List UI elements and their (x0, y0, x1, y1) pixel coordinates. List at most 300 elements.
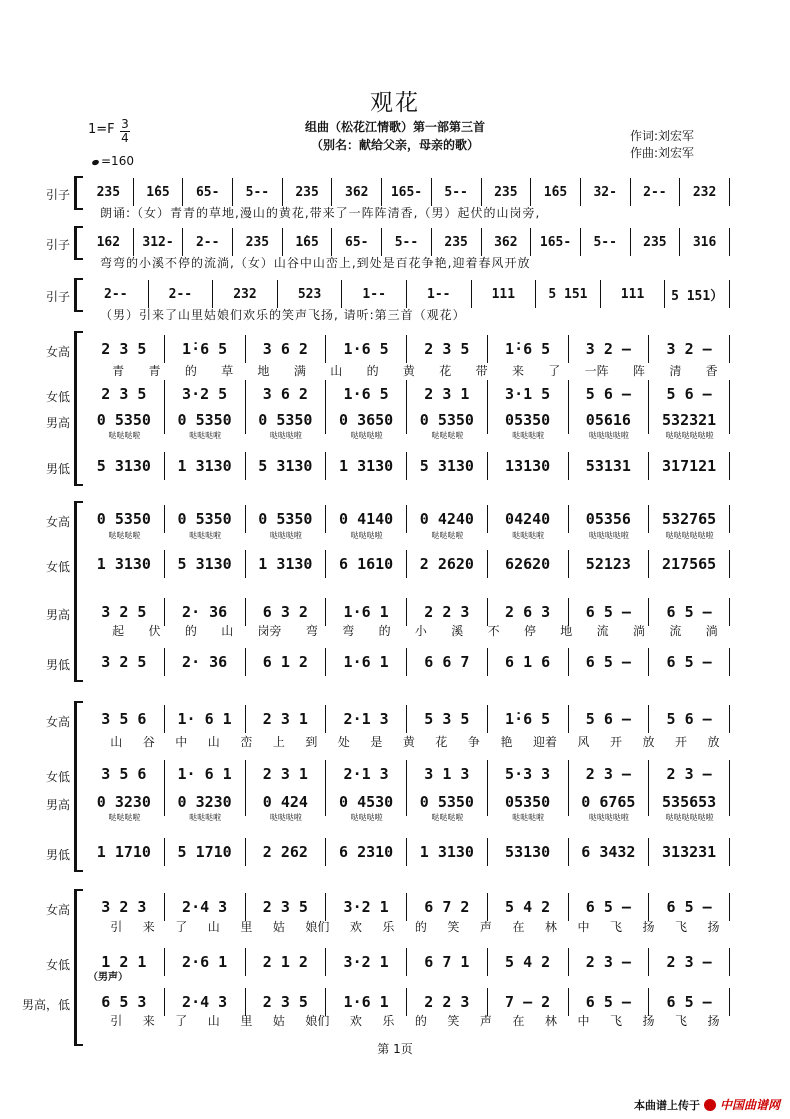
measure: 5-- (382, 228, 432, 256)
measure: 2·6 1 (165, 948, 246, 976)
lyric-syllable: 淌 (705, 624, 718, 638)
part-label: 男高，低 (21, 998, 70, 1012)
measure: 2 3 – (649, 760, 730, 788)
lyric-syllable: 中 (577, 920, 590, 934)
measure: 6 1 2 (246, 648, 327, 676)
measure: 1̇·6 5 (488, 705, 569, 733)
measure: 2-- (631, 178, 681, 206)
lyric-syllable: 来 (511, 364, 524, 378)
measure: 52123 (569, 550, 650, 578)
lyric-syllable: 花 (435, 735, 448, 749)
measure: 3·1 5 (488, 380, 569, 408)
part-label: 男低 (45, 848, 70, 862)
part-label: 引子 (45, 238, 70, 252)
measures (84, 380, 730, 408)
measure: 5 151 (536, 280, 601, 308)
lyrics-line: 朗诵:（女）青青的草地,漫山的黄花,带来了一阵阵清香,（男）起伏的山岗旁, (100, 206, 541, 220)
measure: 3·2 1 (326, 893, 407, 921)
tempo-value: =160 (101, 154, 134, 168)
lyric-syllable: 山 (207, 1014, 220, 1028)
vocable: 哒哒哒啦 (108, 431, 141, 440)
vocable-line (84, 530, 730, 541)
measure: 5 4 2 (488, 893, 569, 921)
measures (84, 280, 730, 308)
lyric-syllable: 黄 (402, 735, 415, 749)
measure: 5 3130 (246, 452, 327, 480)
measure: 2 3 – (569, 760, 650, 788)
measure: 1̇·6 5 (488, 335, 569, 363)
measure: 1 3130 (246, 550, 327, 578)
lyric-syllable: 飞 (609, 920, 622, 934)
vocable: 哒哒哒哒哒啦 (665, 531, 714, 540)
lyric-syllable: 一阵 (584, 364, 609, 378)
measure: 235 (631, 228, 681, 256)
lyric-syllable: 花 (439, 364, 452, 378)
upload-credit (634, 1096, 780, 1113)
measure: 6 5 – (649, 988, 730, 1016)
lyric-syllable: 起 (112, 624, 125, 638)
lyric-syllable: 山 (207, 735, 220, 749)
vocable: 哒哒哒哒哒啦 (665, 813, 714, 822)
lyrics-line (100, 1012, 730, 1029)
measure: 3 2 5 (84, 598, 165, 626)
lyric-syllable: 淌 (632, 624, 645, 638)
time-signature (120, 118, 130, 145)
measure: 2 3 1 (246, 705, 327, 733)
lyric-syllable: 谷 (142, 735, 155, 749)
lyric-syllable: 阵 (632, 364, 645, 378)
measure: 2 3 1 (407, 380, 488, 408)
system-bracket (74, 226, 83, 260)
staff-row (0, 893, 790, 921)
measure: 0 5350 (246, 505, 327, 533)
lyric-syllable: 声 (479, 1014, 492, 1028)
lyric-syllable: 的 (414, 920, 427, 934)
system-bracket (74, 889, 83, 1046)
measure: 7 – 2 (488, 988, 569, 1016)
system-bracket (74, 331, 83, 486)
measure: 1̇65 (531, 178, 581, 206)
lyric-syllable: 争 (467, 735, 480, 749)
part-label: 女高 (45, 715, 70, 729)
lyric-syllable: 飞 (675, 1014, 688, 1028)
measure: 0 4240 (407, 505, 488, 533)
lyric-syllable: 引 (110, 920, 123, 934)
lyric-syllable: 中 (175, 735, 188, 749)
lyric-syllable: 风 (577, 735, 590, 749)
measure: 62620 (488, 550, 569, 578)
measure: 05616 (569, 406, 650, 434)
lyric-syllable: 地 (257, 364, 270, 378)
vocable: 哒哒哒啦 (512, 813, 545, 822)
lyrics-line (100, 622, 730, 639)
lyric-syllable: 扬 (642, 1014, 655, 1028)
lyric-syllable: 不 (487, 624, 500, 638)
measure: 217565 (649, 550, 730, 578)
lyric-syllable: 的 (378, 624, 391, 638)
upload-text: 本曲谱上传于 (633, 1098, 700, 1112)
lyric-syllable: 扬 (707, 1014, 720, 1028)
lyric-syllable: 欢 (349, 1014, 362, 1028)
vocable: 哒哒哒啦 (431, 813, 464, 822)
time-top: 3 (121, 117, 129, 131)
lyric-syllable: 溪 (451, 624, 464, 638)
lyric-syllable: 迎着 (532, 735, 557, 749)
lyrics-line: 弯弯的小溪不停的流淌,（女）山谷中山峦上,到处是百花争艳,迎着春风开放 (100, 256, 531, 270)
lyric-syllable: 草 (221, 364, 234, 378)
staff-row (0, 335, 790, 363)
vocable: 哒哒哒啦 (350, 813, 383, 822)
measure: 2 3 5 (84, 335, 165, 363)
lyric-syllable: 欢 (349, 920, 362, 934)
measure: 3 2 3 (84, 893, 165, 921)
measure: 2 1 2 (246, 948, 327, 976)
lyric-syllable: 弯 (305, 624, 318, 638)
measure: 2 2 3 (407, 598, 488, 626)
system-bracket (74, 501, 83, 682)
vocable: 哒哒哒哒啦 (588, 431, 629, 440)
measure: 2 3 5 (84, 380, 165, 408)
lyric-syllable: 山 (221, 624, 234, 638)
measure: 32- (581, 178, 631, 206)
measures (84, 893, 730, 921)
measures (84, 550, 730, 578)
measure: 3·2 1 (326, 948, 407, 976)
lyric-syllable: 里 (240, 920, 253, 934)
measure: 1 3130 (84, 550, 165, 578)
vocable: 哒哒哒啦 (431, 531, 464, 540)
vocable: 哒哒哒啦 (108, 813, 141, 822)
part-label: 女高 (45, 515, 70, 529)
measure: 2 2620 (407, 550, 488, 578)
key-signature: 1=F (88, 122, 115, 137)
measures (84, 335, 730, 363)
vocable: 哒哒哒啦 (350, 531, 383, 540)
lyric-syllable: 的 (414, 1014, 427, 1028)
measure: 1·6 5 (326, 335, 407, 363)
vocable: 哒哒哒啦 (269, 431, 302, 440)
measure: 6 5 – (569, 893, 650, 921)
staff-row (0, 452, 790, 480)
measure: 317121 (649, 452, 730, 480)
measure: 0 3650 (326, 406, 407, 434)
measure: 13130 (488, 452, 569, 480)
part-label: 女低 (45, 390, 70, 404)
staff-row (0, 178, 790, 206)
vocable-line (84, 430, 730, 441)
measure: 3 1 3 (407, 760, 488, 788)
suite-subtitle: 组曲（松花江情歌）第一部第三首 (304, 120, 485, 134)
lyric-syllable: 流 (596, 624, 609, 638)
lyric-syllable: 笑 (447, 1014, 460, 1028)
lyric-syllable: 清 (669, 364, 682, 378)
measure: 2·1 3 (326, 705, 407, 733)
measure: 5 6 – (649, 380, 730, 408)
measure: 5·3 3 (488, 760, 569, 788)
measure: 362 (482, 228, 532, 256)
lyrics-line: （男）引来了山里姑娘们欢乐的笑声飞扬, 请听:第三首（观花） (100, 308, 466, 322)
measure: 1·6 1 (326, 648, 407, 676)
part-label: 引子 (45, 290, 70, 304)
measure: 53131 (569, 452, 650, 480)
measure: 5 4 2 (488, 948, 569, 976)
measure: 1 1710 (84, 838, 165, 866)
lyric-syllable: 岗旁 (257, 624, 282, 638)
lyrics-line (100, 362, 730, 379)
measure: 1·6 5 (326, 380, 407, 408)
measure: 2·4 3 (165, 893, 246, 921)
vocable: 哒哒哒哒哒啦 (665, 431, 714, 440)
measure: 362 (332, 178, 382, 206)
alias-subtitle: （别名：献给父亲，母亲的歌） (310, 138, 479, 152)
measure: 1· 6 1 (165, 705, 246, 733)
measure: 2-- (84, 280, 149, 308)
measure: 6 5 – (569, 598, 650, 626)
lyric-syllable: 处 (337, 735, 350, 749)
lyric-syllable: 放 (707, 735, 720, 749)
male-voice-tag: （男声） (88, 972, 128, 983)
measure: 6 7 2 (407, 893, 488, 921)
measure: 6 6 7 (407, 648, 488, 676)
lyric-syllable: 上 (272, 735, 285, 749)
part-label: 男高 (45, 798, 70, 812)
staff-row (0, 705, 790, 733)
lyric-syllable: 扬 (642, 920, 655, 934)
measure: 235 (482, 178, 532, 206)
measure: 65- (332, 228, 382, 256)
lyric-syllable: 飞 (609, 1014, 622, 1028)
lyric-syllable: 开 (675, 735, 688, 749)
measure: 532321 (649, 406, 730, 434)
measure: 2 3 – (569, 948, 650, 976)
measure: 162 (84, 228, 134, 256)
measure: 165- (382, 178, 432, 206)
measure: 5-- (432, 178, 482, 206)
measures (84, 178, 730, 206)
lyric-syllable: 来 (142, 920, 155, 934)
vocable: 哒哒哒啦 (350, 431, 383, 440)
lyric-syllable: 姑 (272, 1014, 285, 1028)
measure: 5 3130 (407, 452, 488, 480)
measure: 532765 (649, 505, 730, 533)
measure: 1̇65 (134, 178, 184, 206)
lyric-syllable: 扬 (707, 920, 720, 934)
measure: 2·1 3 (326, 760, 407, 788)
part-label: 女高 (45, 903, 70, 917)
measure: 2· 36 (165, 598, 246, 626)
lyric-syllable: 小 (414, 624, 427, 638)
lyric-syllable: 山 (207, 920, 220, 934)
measure: 6 5 – (649, 893, 730, 921)
vocable: 哒哒哒啦 (431, 431, 464, 440)
measure: 1̇65 (283, 228, 333, 256)
lyric-syllable: 放 (642, 735, 655, 749)
measure: 2 262 (246, 838, 327, 866)
lyricist-credit: 作词:刘宏军 (630, 129, 695, 143)
measure: 1̇·6 5 (165, 335, 246, 363)
lyric-syllable: 带 (475, 364, 488, 378)
lyrics-line (100, 918, 730, 935)
lyric-syllable: 是 (370, 735, 383, 749)
measure: 65- (183, 178, 233, 206)
lyric-syllable: 乐 (382, 1014, 395, 1028)
measure: 6 2310 (326, 838, 407, 866)
measure: 165- (531, 228, 581, 256)
measures (84, 760, 730, 788)
measure: 3 6 2 (246, 380, 327, 408)
measures (84, 838, 730, 866)
lyric-syllable: 流 (669, 624, 682, 638)
measure: 6 7 1 (407, 948, 488, 976)
quarter-note-icon (91, 159, 99, 166)
measures (84, 452, 730, 480)
staff-row (0, 280, 790, 308)
staff-row (0, 838, 790, 866)
measure: 0 6765 (569, 788, 650, 816)
measure: 3 6 2 (246, 335, 327, 363)
part-label: 男低 (45, 658, 70, 672)
staff-row (0, 228, 790, 256)
lyric-syllable: 在 (512, 1014, 525, 1028)
measure: 1 2 1 (84, 948, 165, 976)
measure: 1·6 1 (326, 988, 407, 1016)
part-label: 男低 (45, 462, 70, 476)
tempo-marking (92, 154, 134, 168)
vocable: 哒哒哒啦 (269, 813, 302, 822)
measure: 3 2 – (569, 335, 650, 363)
lyric-syllable: 林 (544, 920, 557, 934)
measure: 5 6 – (649, 705, 730, 733)
measure: 0 5350 (165, 505, 246, 533)
measure: 1·6 1 (326, 598, 407, 626)
vocable: 哒哒哒哒啦 (588, 813, 629, 822)
measure: 535653 (649, 788, 730, 816)
measure: 04240 (488, 505, 569, 533)
lyric-syllable: 在 (512, 920, 525, 934)
measure: 1 3130 (407, 838, 488, 866)
measure: 0 5350 (407, 788, 488, 816)
lyric-syllable: 娘们 (305, 920, 330, 934)
measure: 0 5350 (165, 406, 246, 434)
measure: 0 5350 (246, 406, 327, 434)
lyric-syllable: 山 (110, 735, 123, 749)
system-bracket (74, 176, 83, 210)
staff-row (0, 550, 790, 578)
lyric-syllable: 青 (112, 364, 125, 378)
lyric-syllable: 了 (175, 1014, 188, 1028)
part-label: 男高 (45, 608, 70, 622)
measure: 5 3130 (165, 550, 246, 578)
measure: 1-- (342, 280, 407, 308)
measure: 523 (278, 280, 343, 308)
measure: 0 5350 (84, 505, 165, 533)
measure: 05350 (488, 788, 569, 816)
measure: 111 (472, 280, 537, 308)
vocable: 哒哒哒哒啦 (588, 531, 629, 540)
measure: 235 (84, 178, 134, 206)
lyric-syllable: 停 (523, 624, 536, 638)
measure: 0 424 (246, 788, 327, 816)
measure: 2 3 5 (246, 988, 327, 1016)
measure: 1 3130 (326, 452, 407, 480)
composer-credit: 作曲:刘宏军 (630, 146, 695, 160)
lyric-syllable: 林 (544, 1014, 557, 1028)
measure: 6 1610 (326, 550, 407, 578)
lyric-syllable: 到 (305, 735, 318, 749)
lyric-syllable: 伏 (148, 624, 161, 638)
measure: 2-- (149, 280, 214, 308)
measure: 6 5 – (569, 648, 650, 676)
measure: 2 3 1 (246, 760, 327, 788)
measure: 5-- (581, 228, 631, 256)
measure: 1-- (407, 280, 472, 308)
lyric-syllable: 中 (577, 1014, 590, 1028)
measure: 235 (283, 178, 333, 206)
measure: 3 5 6 (84, 760, 165, 788)
vocable: 哒哒哒啦 (189, 813, 222, 822)
measure: 3 2 5 (84, 648, 165, 676)
staff-row (0, 648, 790, 676)
lyric-syllable: 满 (293, 364, 306, 378)
vocable: 哒哒哒啦 (189, 431, 222, 440)
site-name: 中国曲谱网 (719, 1098, 780, 1112)
measure: 5 1710 (165, 838, 246, 866)
system-bracket (74, 278, 83, 312)
measures (84, 705, 730, 733)
measure: 05350 (488, 406, 569, 434)
part-label: 女低 (45, 958, 70, 972)
measure: 316 (680, 228, 730, 256)
song-title: 观花 (370, 90, 420, 116)
system-bracket (74, 701, 83, 872)
lyric-syllable: 笑 (447, 920, 460, 934)
lyric-syllable: 青 (148, 364, 161, 378)
measure: 2 6 3 (488, 598, 569, 626)
lyric-syllable: 姑 (272, 920, 285, 934)
measure: 5 6 – (569, 705, 650, 733)
measure: 6 5 3 (84, 988, 165, 1016)
page-number: 第 1页 (377, 1042, 413, 1056)
lyric-syllable: 的 (184, 364, 197, 378)
measure: 6 1 6 (488, 648, 569, 676)
vocable: 哒哒哒啦 (512, 531, 545, 540)
measure: 312- (134, 228, 184, 256)
measure: 232 (213, 280, 278, 308)
lyric-syllable: 了 (548, 364, 561, 378)
measure: 3 2 – (649, 335, 730, 363)
lyric-syllable: 引 (110, 1014, 123, 1028)
measure: 232 (680, 178, 730, 206)
part-label: 男高 (45, 416, 70, 430)
lyric-syllable: 飞 (675, 920, 688, 934)
measure: 5 3 5 (407, 705, 488, 733)
measure: 0 5350 (407, 406, 488, 434)
part-label: 引子 (45, 188, 70, 202)
measure: 6 3432 (569, 838, 650, 866)
lyric-syllable: 黄 (402, 364, 415, 378)
measure: 6 3 2 (246, 598, 327, 626)
lyric-syllable: 的 (184, 624, 197, 638)
measure: 6 5 – (649, 648, 730, 676)
measures (84, 228, 730, 256)
lyric-syllable: 峦 (240, 735, 253, 749)
measure: 6 5 – (569, 988, 650, 1016)
vocable: 哒哒哒啦 (108, 531, 141, 540)
measure: 2 3 5 (246, 893, 327, 921)
measure: 0 3230 (165, 788, 246, 816)
vocable-line (84, 812, 730, 823)
measure: 111 (601, 280, 666, 308)
